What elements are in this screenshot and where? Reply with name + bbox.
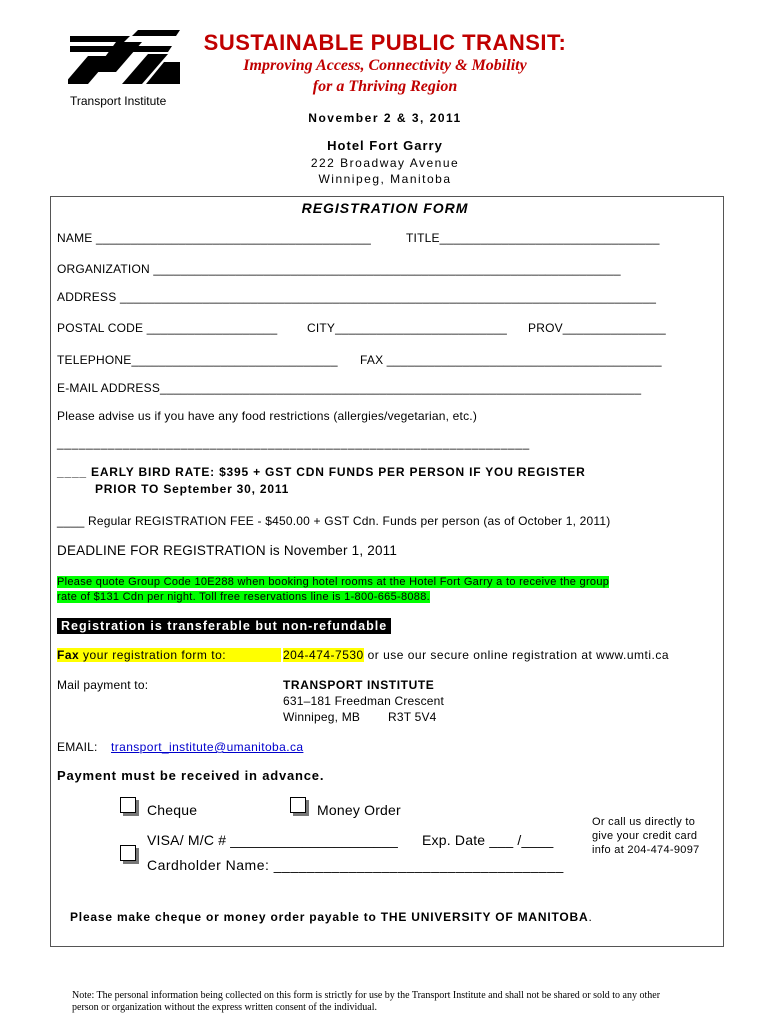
event-subtitle-2: for a Thriving Region <box>312 78 458 95</box>
privacy-note <box>72 990 752 1014</box>
title-field[interactable]: TITLE________________________________ <box>406 231 660 245</box>
cheque-label: Cheque <box>147 802 198 818</box>
call-info-1: Or call us directly to <box>592 816 696 828</box>
fax-label <box>57 648 281 662</box>
fax-label-text: your registration form to: <box>79 648 227 662</box>
fax-rest: or use our secure online registration at www.umti.ca <box>363 648 670 662</box>
hotel-info-2 <box>57 591 430 603</box>
venue-name: Hotel Fort Garry <box>327 138 443 153</box>
fax-number: 204-474-7530 <box>283 648 364 662</box>
organization-field[interactable]: ORGANIZATION ____________________________________________________________________ <box>57 262 621 276</box>
logo-text: Transport Institute <box>70 94 167 108</box>
event-date: November 2 & 3, 2011 <box>308 111 462 125</box>
hotel-info-1 <box>57 576 609 588</box>
form-heading: REGISTRATION FORM <box>301 200 469 216</box>
credit-card-checkbox[interactable] <box>120 845 136 861</box>
deadline: DEADLINE FOR REGISTRATION is November 1, 2011 <box>57 543 398 558</box>
telephone-field[interactable]: TELEPHONE______________________________ <box>57 353 338 367</box>
privacy-note-line-2: person or organization without the express written consent of the individual. <box>72 1002 378 1013</box>
food-restrictions-line[interactable]: _________________________________________________________________ <box>57 436 530 450</box>
early-bird-rate-2: PRIOR TO September 30, 2011 <box>95 482 290 496</box>
prov-field[interactable]: PROV_______________ <box>528 321 666 335</box>
food-restrictions-prompt: Please advise us if you have any food restrictions (allergies/vegetarian, etc.) <box>57 409 478 423</box>
transferable-notice-text: Registration is transferable but non-refundable <box>57 618 391 634</box>
name-field[interactable]: NAME ________________________________________ <box>57 231 371 245</box>
early-bird-rate-1: ____ EARLY BIRD RATE: $395 + GST CDN FUNDS PER PERSON IF YOU REGISTER <box>57 465 586 479</box>
email-link[interactable]: transport_institute@umanitoba.ca <box>111 740 304 754</box>
event-subtitle-1: Improving Access, Connectivity & Mobility <box>243 57 527 74</box>
regular-fee: ____ Regular REGISTRATION FEE - $450.00 + GST Cdn. Funds per person (as of October 1, 2011) <box>57 514 611 528</box>
call-info-3: info at 204-474-9097 <box>592 844 700 856</box>
hotel-info-2-text: rate of $131 Cdn per night. Toll free reservations line is 1-800-665-8088. <box>57 591 430 603</box>
money-order-label: Money Order <box>317 802 401 818</box>
mail-city: Winnipeg, MB <box>283 710 361 724</box>
event-title: SUSTAINABLE PUBLIC TRANSIT: <box>203 30 567 55</box>
call-info-2: give your credit card <box>592 830 698 842</box>
venue-address-1: 222 Broadway Avenue <box>310 156 460 170</box>
address-field[interactable]: ADDRESS ______________________________________________________________________________ <box>57 290 657 304</box>
payable-notice <box>70 910 593 924</box>
email-label: EMAIL: <box>57 740 98 754</box>
city-field[interactable]: CITY_________________________ <box>307 321 507 335</box>
fax-bold: Fax <box>57 648 80 662</box>
mail-label: Mail payment to: <box>57 678 149 692</box>
transferable-notice <box>57 619 391 633</box>
mail-name: TRANSPORT INSTITUTE <box>283 678 435 692</box>
payable-notice-text: Please make cheque or money order payable to THE UNIVERSITY OF MANITOBA <box>70 910 589 924</box>
exp-date-field[interactable]: Exp. Date ___ /____ <box>422 832 554 848</box>
cheque-checkbox[interactable] <box>120 797 136 813</box>
payment-heading: Payment must be received in advance. <box>57 768 325 783</box>
visa-field[interactable]: VISA/ M/C # _____________________ <box>147 832 399 848</box>
fax-field[interactable]: FAX ________________________________________ <box>360 353 662 367</box>
hotel-info-1-text: Please quote Group Code 10E288 when booking hotel rooms at the Hotel Fort Garry a to receive the group <box>57 576 610 588</box>
venue-address-2: Winnipeg, Manitoba <box>318 172 452 186</box>
privacy-note-line-1: Note: The personal information being collected on this form is strictly for use by the Transport Institute and shall not be shared or sold to any other <box>72 990 661 1001</box>
fax-info <box>283 648 669 662</box>
cardholder-field[interactable]: Cardholder Name: ___________________________________ <box>147 857 564 873</box>
payable-notice-end: . <box>588 910 593 924</box>
mail-street: 631–181 Freedman Crescent <box>283 694 445 708</box>
mail-postal: R3T 5V4 <box>388 710 437 724</box>
money-order-checkbox[interactable] <box>290 797 306 813</box>
email-address-field[interactable]: E-MAIL ADDRESS______________________________________________________________________ <box>57 381 642 395</box>
postal-code-field[interactable]: POSTAL CODE ___________________ <box>57 321 278 335</box>
